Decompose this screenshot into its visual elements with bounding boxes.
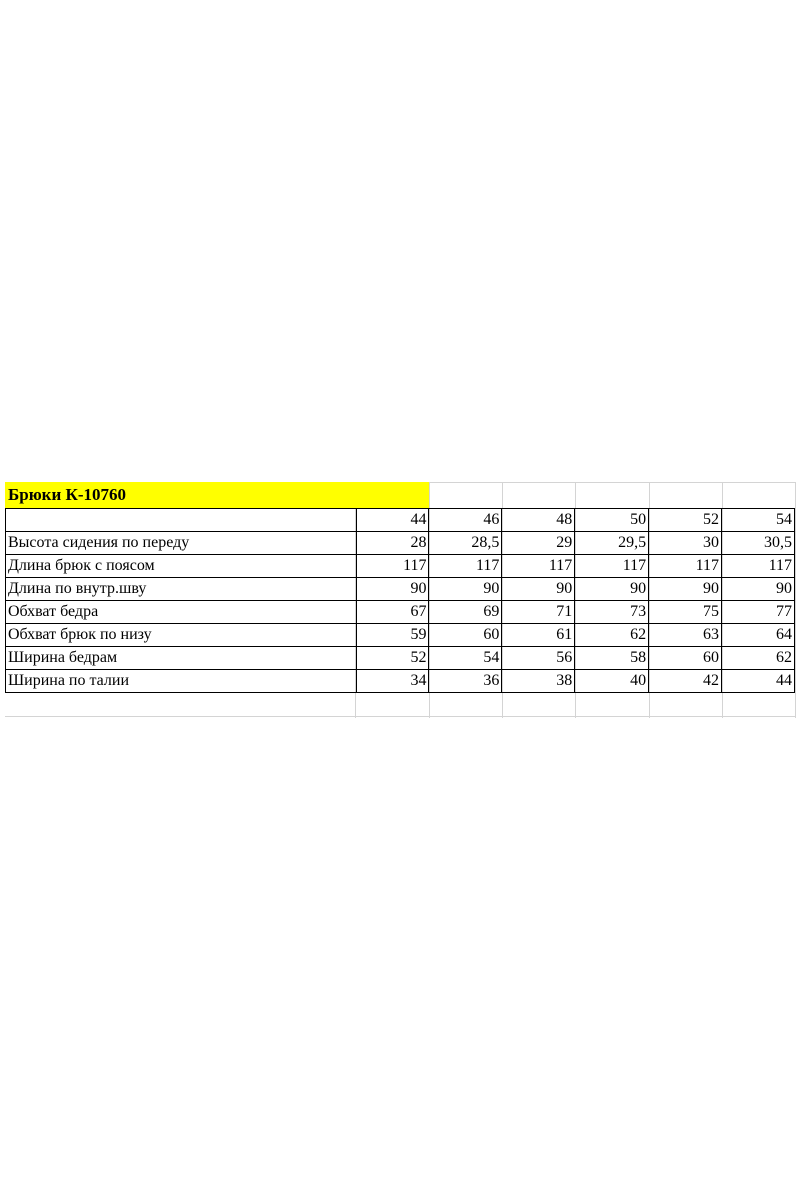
table-cell[interactable]: 63	[649, 624, 722, 647]
table-cell[interactable]: 117	[356, 555, 429, 578]
table-cell[interactable]: 117	[502, 555, 575, 578]
table-cell[interactable]: 60	[649, 647, 722, 670]
table-row	[6, 532, 795, 555]
table-cell[interactable]: 42	[649, 670, 722, 693]
table-cell[interactable]: 62	[722, 647, 795, 670]
table-cell[interactable]: 28,5	[429, 532, 502, 555]
table-cell[interactable]: 90	[722, 578, 795, 601]
size-cell[interactable]: 44	[356, 509, 429, 532]
table-cell[interactable]: 36	[429, 670, 502, 693]
table-row	[6, 624, 795, 647]
row-label[interactable]: Ширина по талии	[6, 670, 357, 693]
table-cell[interactable]: 30	[649, 532, 722, 555]
table-cell[interactable]: 64	[722, 624, 795, 647]
row-label[interactable]: Обхват брюк по низу	[6, 624, 357, 647]
size-cell[interactable]: 52	[649, 509, 722, 532]
size-cell[interactable]: 54	[722, 509, 795, 532]
table-cell[interactable]: 69	[429, 601, 502, 624]
row-label[interactable]: Длина по внутр.шву	[6, 578, 357, 601]
table-row	[6, 647, 795, 670]
table-cell[interactable]: 59	[356, 624, 429, 647]
gridline	[5, 716, 795, 717]
table-cell[interactable]: 58	[575, 647, 649, 670]
table-cell[interactable]: 73	[575, 601, 649, 624]
table-cell[interactable]: 38	[502, 670, 575, 693]
table-cell[interactable]: 67	[356, 601, 429, 624]
table-cell[interactable]: 30,5	[722, 532, 795, 555]
size-cell[interactable]: 48	[502, 509, 575, 532]
table-cell[interactable]: 90	[575, 578, 649, 601]
sheet-title[interactable]: Брюки К-10760	[5, 482, 429, 508]
size-cell[interactable]: 50	[575, 509, 649, 532]
table-row	[6, 601, 795, 624]
table-cell[interactable]: 75	[649, 601, 722, 624]
table-cell[interactable]	[6, 509, 357, 532]
size-header-row	[6, 509, 795, 532]
table-cell[interactable]: 54	[429, 647, 502, 670]
table-cell[interactable]: 117	[649, 555, 722, 578]
table-cell[interactable]: 61	[502, 624, 575, 647]
row-label[interactable]: Длина брюк с поясом	[6, 555, 357, 578]
table-cell[interactable]: 71	[502, 601, 575, 624]
table-cell[interactable]: 62	[575, 624, 649, 647]
table-row	[6, 578, 795, 601]
table-cell[interactable]: 90	[649, 578, 722, 601]
table-cell[interactable]: 90	[429, 578, 502, 601]
size-cell[interactable]: 46	[429, 509, 502, 532]
table-cell[interactable]: 29,5	[575, 532, 649, 555]
table-cell[interactable]: 117	[722, 555, 795, 578]
table-row	[6, 555, 795, 578]
table-cell[interactable]: 56	[502, 647, 575, 670]
table-cell[interactable]: 60	[429, 624, 502, 647]
row-label[interactable]: Ширина бедрам	[6, 647, 357, 670]
table-cell[interactable]: 117	[575, 555, 649, 578]
table-row	[6, 670, 795, 693]
table-cell[interactable]: 90	[502, 578, 575, 601]
row-label[interactable]: Обхват бедра	[6, 601, 357, 624]
table-cell[interactable]: 40	[575, 670, 649, 693]
table-cell[interactable]: 34	[356, 670, 429, 693]
table-cell[interactable]: 77	[722, 601, 795, 624]
gridline	[795, 482, 796, 718]
table-cell[interactable]: 90	[356, 578, 429, 601]
table-cell[interactable]: 117	[429, 555, 502, 578]
table-cell[interactable]: 44	[722, 670, 795, 693]
table-cell[interactable]: 52	[356, 647, 429, 670]
spreadsheet	[5, 482, 795, 718]
table-cell[interactable]: 28	[356, 532, 429, 555]
table-cell[interactable]: 29	[502, 532, 575, 555]
row-label[interactable]: Высота сидения по переду	[6, 532, 357, 555]
size-table	[5, 508, 795, 693]
